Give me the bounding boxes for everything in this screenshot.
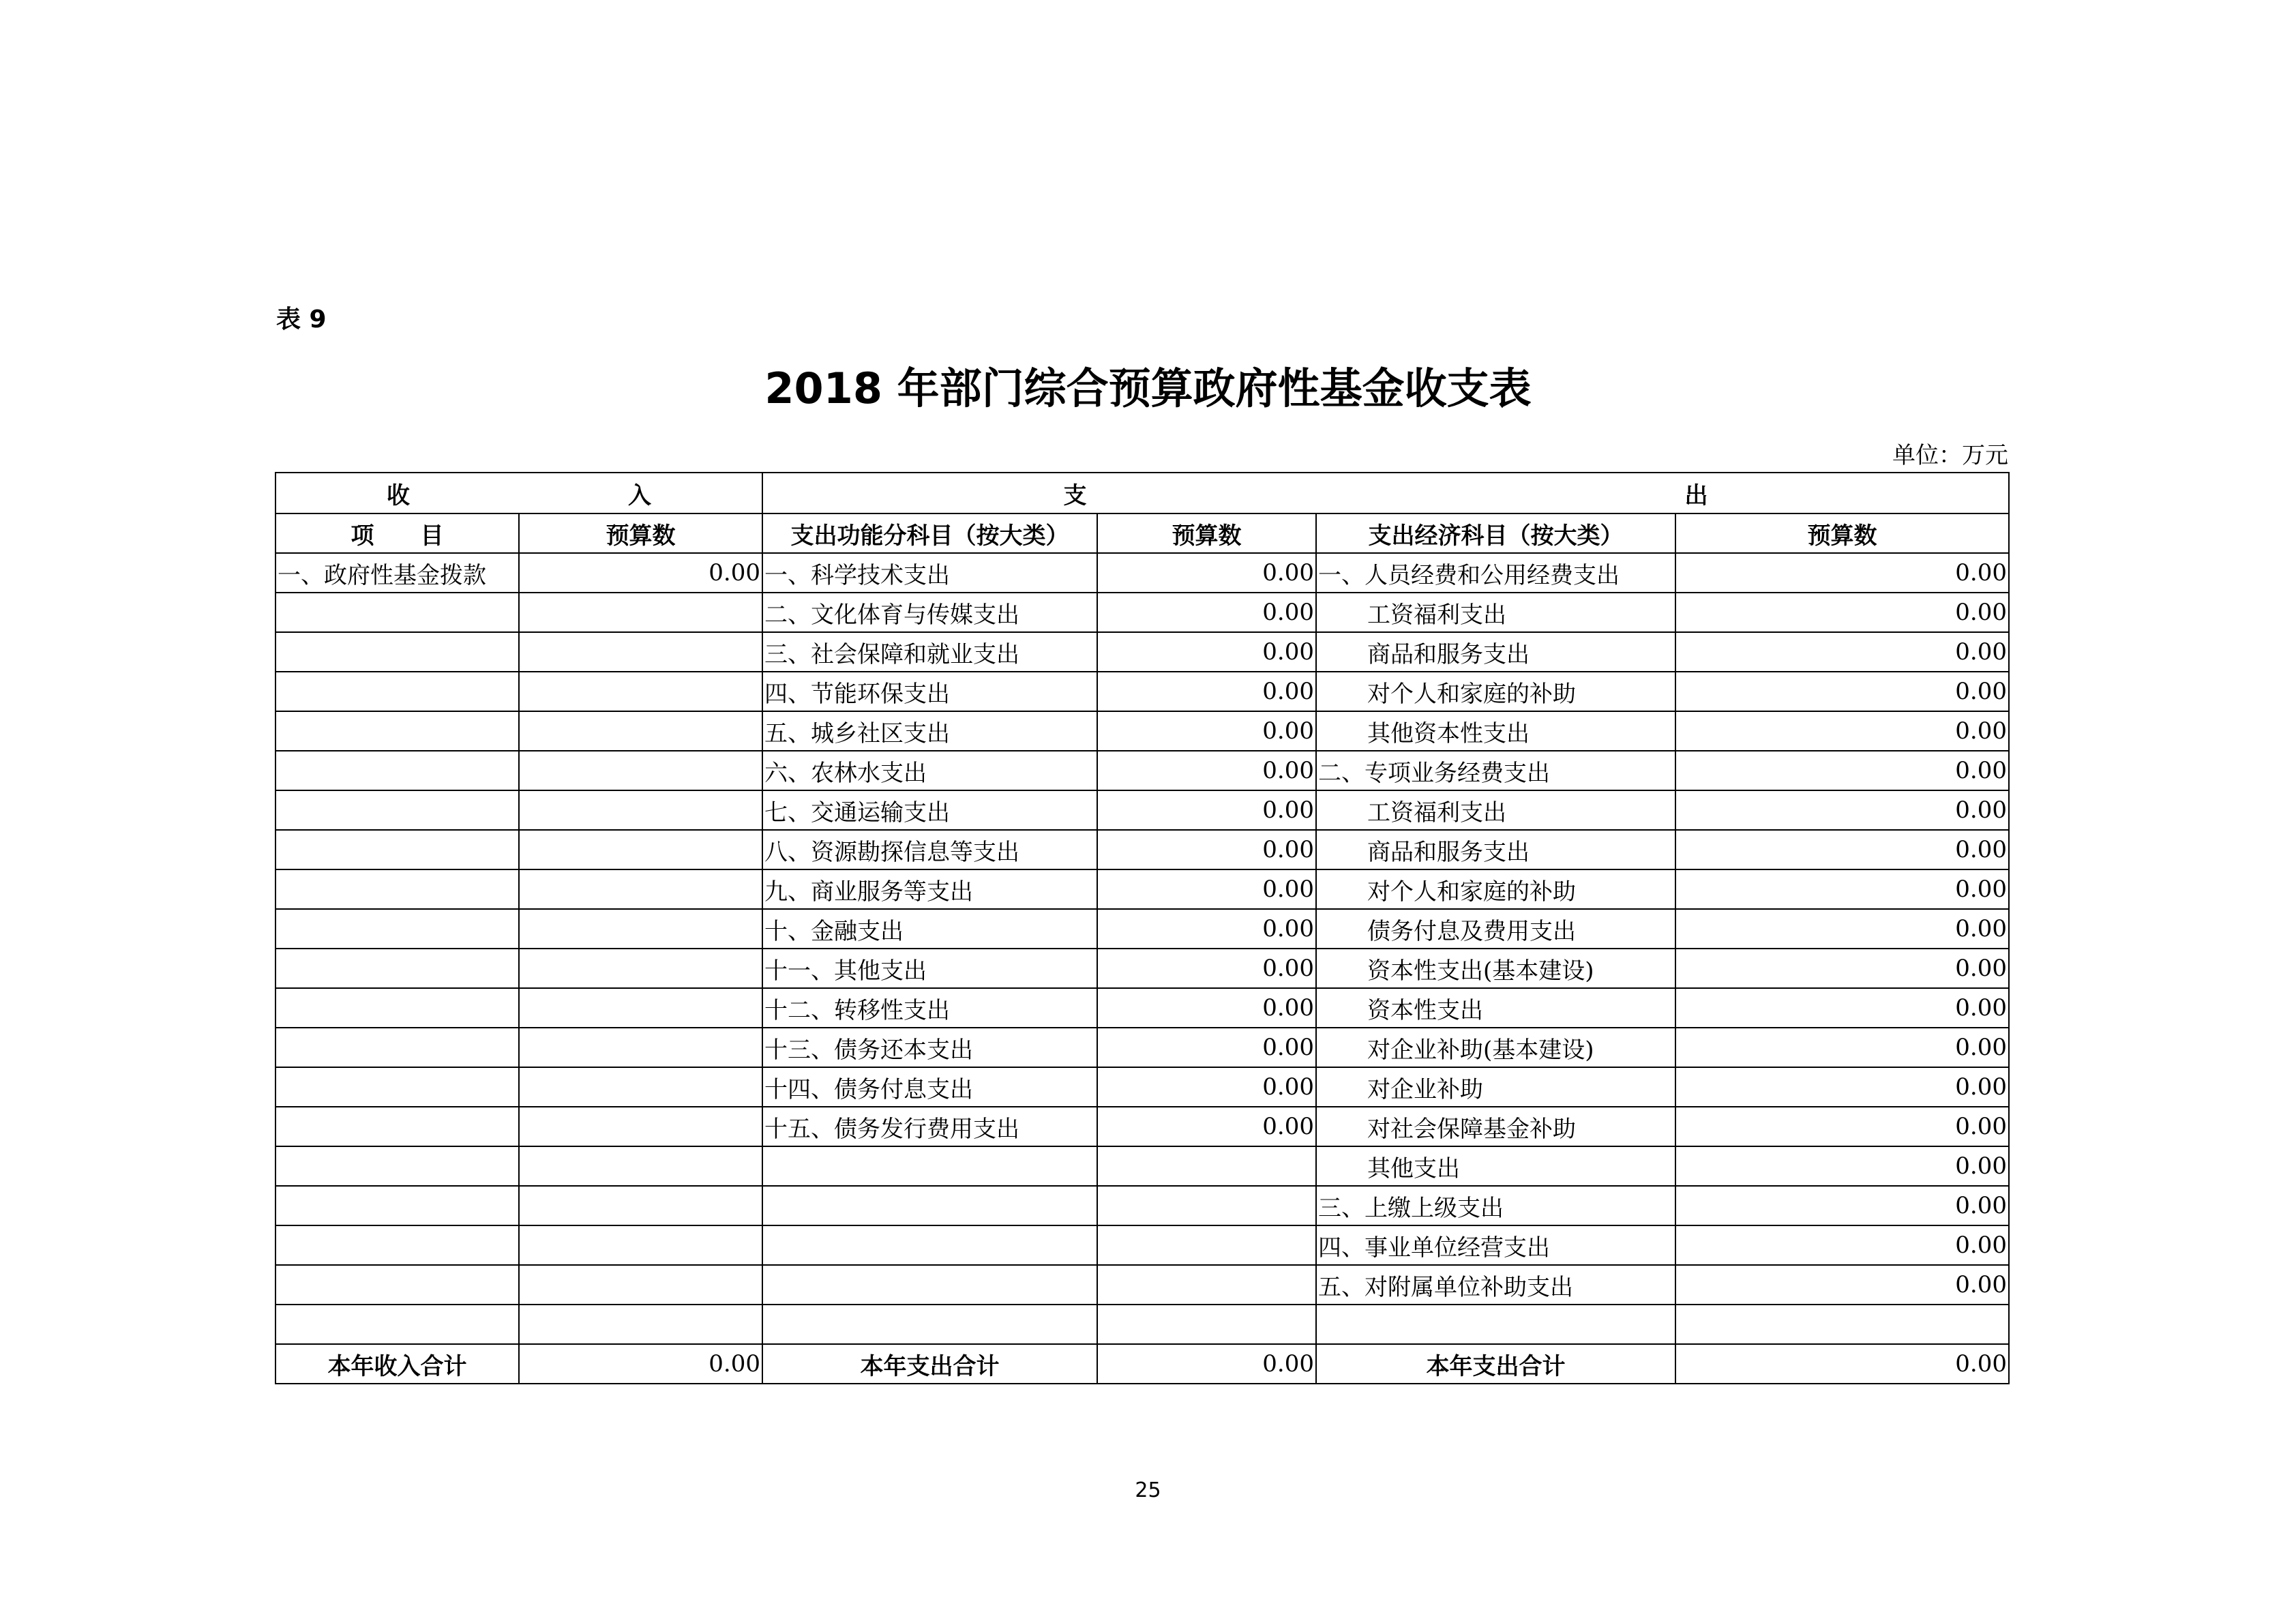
economic-item-cell: 对个人和家庭的补助 bbox=[1316, 869, 1675, 909]
group-header-row bbox=[275, 473, 2009, 513]
function-item-cell: 十三、债务还本支出 bbox=[762, 1028, 1097, 1067]
function-value-cell: 0.00 bbox=[1097, 553, 1316, 593]
income-value-cell bbox=[519, 988, 762, 1028]
income-value-cell bbox=[519, 1186, 762, 1225]
expense-group-header bbox=[762, 473, 2009, 513]
col-header-budget-function: 预算数 bbox=[1097, 513, 1316, 553]
economic-item-cell: 商品和服务支出 bbox=[1316, 830, 1675, 869]
income-group-char-2: 入 bbox=[628, 481, 651, 509]
table-row bbox=[275, 711, 2009, 751]
income-item-cell bbox=[275, 909, 519, 949]
function-value-cell: 0.00 bbox=[1097, 830, 1316, 869]
function-item-cell: 五、城乡社区支出 bbox=[762, 711, 1097, 751]
income-value-cell bbox=[519, 1305, 762, 1344]
table-row bbox=[275, 1186, 2009, 1225]
income-group-char-1: 收 bbox=[387, 481, 410, 509]
function-item-cell bbox=[762, 1305, 1097, 1344]
economic-value-cell: 0.00 bbox=[1675, 1225, 2009, 1265]
function-item-cell bbox=[762, 1186, 1097, 1225]
table-row bbox=[275, 1146, 2009, 1186]
economic-item-cell: 工资福利支出 bbox=[1316, 790, 1675, 830]
col-header-function: 支出功能分科目（按大类） bbox=[762, 513, 1097, 553]
income-value-cell bbox=[519, 1225, 762, 1265]
economic-value-cell: 0.00 bbox=[1675, 1107, 2009, 1146]
function-value-cell: 0.00 bbox=[1097, 869, 1316, 909]
economic-value-cell: 0.00 bbox=[1675, 1265, 2009, 1305]
economic-value-cell: 0.00 bbox=[1675, 949, 2009, 988]
function-item-cell bbox=[762, 1146, 1097, 1186]
income-value-cell bbox=[519, 1107, 762, 1146]
table-row bbox=[275, 553, 2009, 593]
function-value-cell bbox=[1097, 1305, 1316, 1344]
income-item-cell bbox=[275, 1186, 519, 1225]
economic-value-cell: 0.00 bbox=[1675, 711, 2009, 751]
function-value-cell: 0.00 bbox=[1097, 593, 1316, 632]
function-item-cell: 七、交通运输支出 bbox=[762, 790, 1097, 830]
function-value-cell bbox=[1097, 1265, 1316, 1305]
economic-value-cell: 0.00 bbox=[1675, 593, 2009, 632]
function-value-cell: 0.00 bbox=[1097, 1067, 1316, 1107]
income-value-cell bbox=[519, 909, 762, 949]
economic-item-cell: 债务付息及费用支出 bbox=[1316, 909, 1675, 949]
economic-item-cell: 对企业补助 bbox=[1316, 1067, 1675, 1107]
economic-value-cell: 0.00 bbox=[1675, 869, 2009, 909]
function-value-cell: 0.00 bbox=[1097, 672, 1316, 711]
col-header-budget-income: 预算数 bbox=[519, 513, 762, 553]
function-value-cell: 0.00 bbox=[1097, 1028, 1316, 1067]
income-value-cell bbox=[519, 751, 762, 790]
table-row bbox=[275, 830, 2009, 869]
economic-item-cell: 商品和服务支出 bbox=[1316, 632, 1675, 672]
col-header-item: 项 目 bbox=[275, 513, 519, 553]
function-value-cell: 0.00 bbox=[1097, 949, 1316, 988]
function-item-cell: 十、金融支出 bbox=[762, 909, 1097, 949]
income-value-cell bbox=[519, 830, 762, 869]
table-row bbox=[275, 593, 2009, 632]
economic-item-cell: 对个人和家庭的补助 bbox=[1316, 672, 1675, 711]
economic-value-cell: 0.00 bbox=[1675, 632, 2009, 672]
col-header-budget-economic: 预算数 bbox=[1675, 513, 2009, 553]
economic-value-cell: 0.00 bbox=[1675, 1067, 2009, 1107]
page-number: 25 bbox=[1135, 1478, 1161, 1502]
economic-total-label: 本年支出合计 bbox=[1316, 1344, 1675, 1384]
table-row bbox=[275, 1028, 2009, 1067]
income-item-cell bbox=[275, 1067, 519, 1107]
table-row bbox=[275, 790, 2009, 830]
income-total-label: 本年收入合计 bbox=[275, 1344, 519, 1384]
economic-value-cell: 0.00 bbox=[1675, 1028, 2009, 1067]
income-item-cell bbox=[275, 1146, 519, 1186]
economic-item-cell: 资本性支出(基本建设) bbox=[1316, 949, 1675, 988]
economic-item-cell: 对社会保障基金补助 bbox=[1316, 1107, 1675, 1146]
economic-value-cell: 0.00 bbox=[1675, 672, 2009, 711]
economic-item-cell: 其他资本性支出 bbox=[1316, 711, 1675, 751]
function-item-cell: 十四、债务付息支出 bbox=[762, 1067, 1097, 1107]
table-label: 表 9 bbox=[276, 306, 327, 333]
economic-item-cell: 五、对附属单位补助支出 bbox=[1316, 1265, 1675, 1305]
table-row bbox=[275, 988, 2009, 1028]
income-item-cell bbox=[275, 1305, 519, 1344]
table-row bbox=[275, 1225, 2009, 1265]
income-item-cell bbox=[275, 790, 519, 830]
function-item-cell bbox=[762, 1225, 1097, 1265]
income-value-cell bbox=[519, 672, 762, 711]
income-group-header bbox=[275, 473, 762, 513]
table-row bbox=[275, 632, 2009, 672]
income-item-cell: 一、政府性基金拨款 bbox=[275, 553, 519, 593]
economic-item-cell: 对企业补助(基本建设) bbox=[1316, 1028, 1675, 1067]
table-row bbox=[275, 869, 2009, 909]
income-item-cell bbox=[275, 949, 519, 988]
income-value-cell bbox=[519, 593, 762, 632]
table-row bbox=[275, 1265, 2009, 1305]
income-item-cell bbox=[275, 593, 519, 632]
economic-item-cell bbox=[1316, 1305, 1675, 1344]
economic-total-value: 0.00 bbox=[1675, 1344, 2009, 1384]
income-item-cell bbox=[275, 672, 519, 711]
income-value-cell: 0.00 bbox=[519, 553, 762, 593]
economic-item-cell: 其他支出 bbox=[1316, 1146, 1675, 1186]
income-value-cell bbox=[519, 1146, 762, 1186]
economic-value-cell: 0.00 bbox=[1675, 1146, 2009, 1186]
income-value-cell bbox=[519, 1265, 762, 1305]
income-item-cell bbox=[275, 1225, 519, 1265]
economic-item-cell: 三、上缴上级支出 bbox=[1316, 1186, 1675, 1225]
income-item-cell bbox=[275, 830, 519, 869]
function-item-cell: 三、社会保障和就业支出 bbox=[762, 632, 1097, 672]
income-item-cell bbox=[275, 751, 519, 790]
function-item-cell: 四、节能环保支出 bbox=[762, 672, 1097, 711]
totals-row bbox=[275, 1344, 2009, 1384]
economic-value-cell: 0.00 bbox=[1675, 1186, 2009, 1225]
column-header-row bbox=[275, 513, 2009, 553]
income-item-cell bbox=[275, 711, 519, 751]
expense-group-char-1: 支 bbox=[1063, 481, 1087, 509]
income-total-value: 0.00 bbox=[519, 1344, 762, 1384]
function-item-cell: 十二、转移性支出 bbox=[762, 988, 1097, 1028]
function-item-cell: 二、文化体育与传媒支出 bbox=[762, 593, 1097, 632]
function-value-cell: 0.00 bbox=[1097, 711, 1316, 751]
table-row bbox=[275, 949, 2009, 988]
function-value-cell: 0.00 bbox=[1097, 790, 1316, 830]
function-value-cell: 0.00 bbox=[1097, 751, 1316, 790]
economic-item-cell: 资本性支出 bbox=[1316, 988, 1675, 1028]
table-row bbox=[275, 1067, 2009, 1107]
economic-value-cell: 0.00 bbox=[1675, 909, 2009, 949]
function-item-cell: 十一、其他支出 bbox=[762, 949, 1097, 988]
economic-value-cell: 0.00 bbox=[1675, 988, 2009, 1028]
function-item-cell bbox=[762, 1265, 1097, 1305]
income-value-cell bbox=[519, 632, 762, 672]
income-item-cell bbox=[275, 988, 519, 1028]
function-item-cell: 一、科学技术支出 bbox=[762, 553, 1097, 593]
table-row bbox=[275, 672, 2009, 711]
income-value-cell bbox=[519, 711, 762, 751]
function-value-cell bbox=[1097, 1146, 1316, 1186]
function-value-cell bbox=[1097, 1186, 1316, 1225]
economic-item-cell: 一、人员经费和公用经费支出 bbox=[1316, 553, 1675, 593]
page-title: 2018 年部门综合预算政府性基金收支表 bbox=[764, 363, 1532, 413]
budget-table bbox=[275, 472, 2010, 1384]
function-value-cell: 0.00 bbox=[1097, 1107, 1316, 1146]
income-item-cell bbox=[275, 632, 519, 672]
function-total-label: 本年支出合计 bbox=[762, 1344, 1097, 1384]
economic-value-cell bbox=[1675, 1305, 2009, 1344]
income-value-cell bbox=[519, 790, 762, 830]
table-row bbox=[275, 1305, 2009, 1344]
function-value-cell: 0.00 bbox=[1097, 632, 1316, 672]
table-row bbox=[275, 1107, 2009, 1146]
function-item-cell: 十五、债务发行费用支出 bbox=[762, 1107, 1097, 1146]
income-item-cell bbox=[275, 1028, 519, 1067]
table-row bbox=[275, 909, 2009, 949]
income-item-cell bbox=[275, 869, 519, 909]
unit-label: 单位：万元 bbox=[1892, 442, 2008, 469]
income-item-cell bbox=[275, 1265, 519, 1305]
function-item-cell: 八、资源勘探信息等支出 bbox=[762, 830, 1097, 869]
income-value-cell bbox=[519, 869, 762, 909]
income-value-cell bbox=[519, 1067, 762, 1107]
expense-group-char-2: 出 bbox=[1684, 481, 1708, 509]
income-value-cell bbox=[519, 1028, 762, 1067]
function-value-cell: 0.00 bbox=[1097, 988, 1316, 1028]
col-header-economic: 支出经济科目（按大类） bbox=[1316, 513, 1675, 553]
economic-item-cell: 工资福利支出 bbox=[1316, 593, 1675, 632]
economic-value-cell: 0.00 bbox=[1675, 790, 2009, 830]
economic-item-cell: 二、专项业务经费支出 bbox=[1316, 751, 1675, 790]
function-total-value: 0.00 bbox=[1097, 1344, 1316, 1384]
table-row bbox=[275, 751, 2009, 790]
function-value-cell bbox=[1097, 1225, 1316, 1265]
economic-value-cell: 0.00 bbox=[1675, 751, 2009, 790]
function-item-cell: 九、商业服务等支出 bbox=[762, 869, 1097, 909]
function-value-cell: 0.00 bbox=[1097, 909, 1316, 949]
income-value-cell bbox=[519, 949, 762, 988]
economic-item-cell: 四、事业单位经营支出 bbox=[1316, 1225, 1675, 1265]
economic-value-cell: 0.00 bbox=[1675, 830, 2009, 869]
income-item-cell bbox=[275, 1107, 519, 1146]
economic-value-cell: 0.00 bbox=[1675, 553, 2009, 593]
function-item-cell: 六、农林水支出 bbox=[762, 751, 1097, 790]
